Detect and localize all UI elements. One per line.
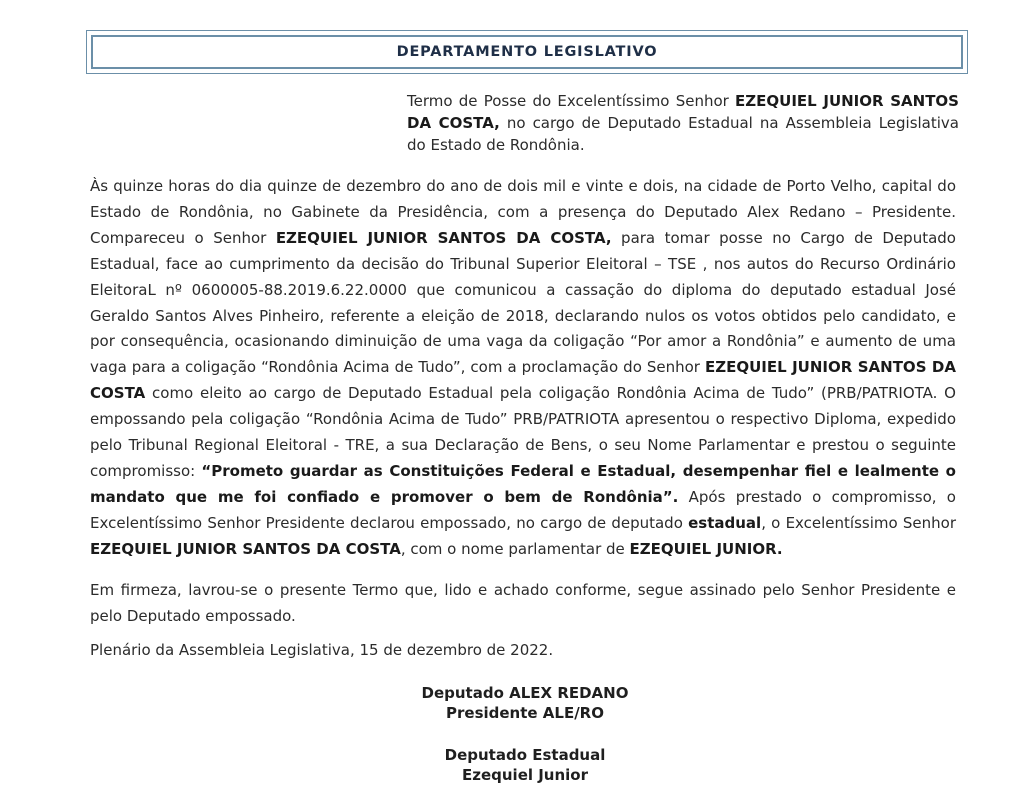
p1-text-6: , com o nome parlamentar de (400, 539, 630, 558)
department-header-inner-frame (91, 35, 963, 69)
ementa-text-2: no cargo de Deputado Estadual na Assembleia Legislativa do Estado de Rondônia. (407, 114, 959, 154)
signature-name: Deputado Estadual (444, 746, 606, 764)
p1-text-5: , o Excelentíssimo Senhor (761, 513, 956, 532)
ementa-text-1: Termo de Posse do Excelentíssimo Senhor (407, 92, 736, 110)
signature-block-president (360, 683, 690, 723)
signature-name: Deputado ALEX REDANO (421, 684, 629, 702)
department-title: DEPARTAMENTO LEGISLATIVO (396, 44, 658, 60)
p1-text-2: para tomar posse no Cargo de Deputado Estadual, face ao cumprimento da decisão do Tribunal Superior Eleitoral – TSE , nos autos do Recurso Ordinário EleitoraL nº 0600005-88.2019.6.22.0000 que comunicou a cassação do diploma do deputado estadual José Geraldo Santos Alves Pinheiro, referente a eleição de 2018, declarando nulos os votos obtidos pelo candidato, e por consequência, ocasionando diminuição de uma vaga da coligação “Por amor a Rondônia” e aumento de uma vaga para a coligação “Rondônia Acima de Tudo”, com a proclamação do Senhor (90, 228, 956, 377)
p1-text-3: como eleito ao cargo de Deputado Estadual pela coligação Rondônia Acima de Tudo” (PRB/PATRIOTA. O empossando pela coligação “Rondônia Acima de Tudo” PRB/PATRIOTA apresentou o respectivo Diploma, expedido pelo Tribunal Regional Eleitoral - TRE, a sua Declaração de Bens, o seu Nome Parlamentar e prestou o seguinte compromisso: (90, 384, 956, 480)
body-paragraph-3: Plenário da Assembleia Legislativa, 15 de dezembro de 2022. (90, 641, 554, 659)
p1-name-bold-3: EZEQUIEL JUNIOR SANTOS DA COSTA (90, 539, 401, 558)
ementa-summary (407, 90, 959, 156)
signature-role: Ezequiel Junior (461, 766, 589, 784)
body-paragraph-2: Em firmeza, lavrou-se o presente Termo que, lido e achado conforme, segue assinado pelo Senhor Presidente e pelo Deputado empossado. (90, 581, 956, 625)
p1-oath-bold: “Prometo guardar as Constituições Federal e Estadual, desempenhar fiel e lealmente o mandato que me foi confiado e promover o bem de Rondônia”. (90, 461, 956, 506)
signature-block-deputy (360, 745, 690, 785)
p1-name-bold-2: EZEQUIEL JUNIOR SANTOS DA COSTA (90, 358, 956, 403)
p1-name-bold-1: EZEQUIEL JUNIOR SANTOS DA COSTA, (275, 228, 612, 247)
department-header-box (86, 30, 968, 74)
p1-text-1: Às quinze horas do dia quinze de dezembro do ano de dois mil e vinte e dois, na cidade de Porto Velho, capital do Estado de Rondônia, no Gabinete da Presidência, com a presença do Deputado Alex Redano – Presidente. Compareceu o Senhor (90, 177, 956, 247)
ementa-name-bold: EZEQUIEL JUNIOR SANTOS DA COSTA, (407, 92, 959, 132)
p1-text-4: Após prestado o compromisso, o Excelentíssimo Senhor Presidente declarou empossado, no cargo de deputado (90, 487, 956, 532)
signature-role: Presidente ALE/RO (446, 704, 604, 722)
body-paragraph-1 (90, 174, 956, 563)
p1-estadual-bold: estadual (688, 513, 762, 532)
p1-parliamentary-name-bold: EZEQUIEL JUNIOR. (629, 539, 783, 558)
